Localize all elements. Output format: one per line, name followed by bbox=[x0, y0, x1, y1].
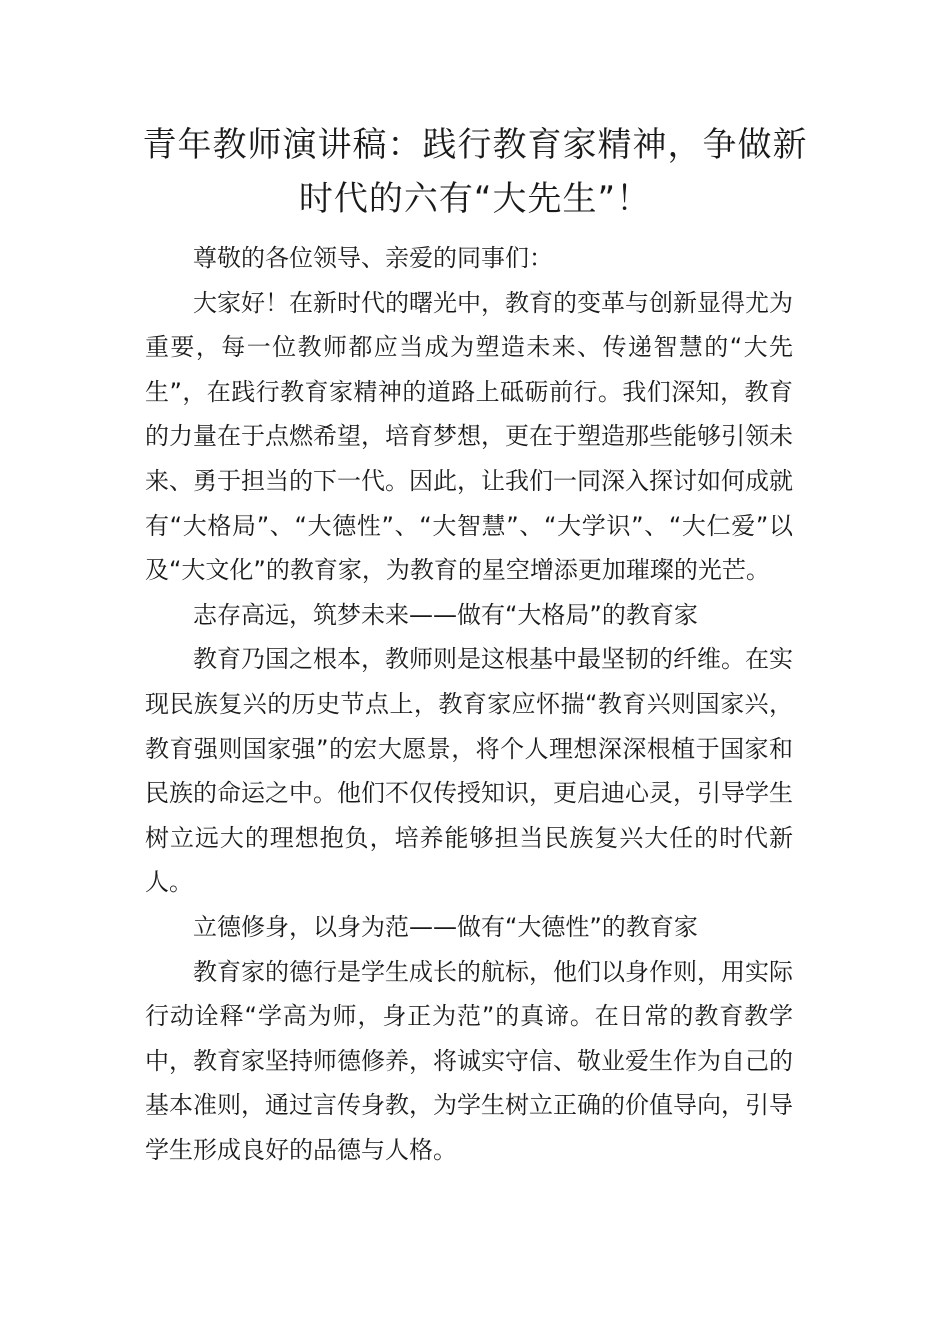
document-body bbox=[145, 236, 793, 1172]
section-heading-2: 立德修身，以身为范——做有“大德性”的教育家 bbox=[193, 912, 698, 941]
document-title: 青年教师演讲稿：践行教育家精神，争做新时代的六有“大先生”！ bbox=[142, 125, 808, 219]
section-body-1: 教育乃国之根本，教师则是这根基中最坚韧的纤维。在实现民族复兴的历史节点上，教育家应怀揣“教育兴则国家兴，教育强则国家强”的宏大愿景，将个人理想深深根植于国家和民族的命运之中。他们不仅传授知识，更启迪心灵，引导学生树立远大的理想抱负，培养能够担当民族复兴大任的时代新人。 bbox=[145, 645, 793, 897]
section-body-2: 教育家的德行是学生成长的航标，他们以身作则，用实际行动诠释“学高为师，身正为范”的真谛。在日常的教育教学中，教育家坚持师德修养，将诚实守信、敬业爱生作为自己的基本准则，通过言传身教，为学生树立正确的价值导向，引导学生形成良好的品德与人格。 bbox=[145, 957, 793, 1164]
section-heading-1: 志存高远，筑梦未来——做有“大格局”的教育家 bbox=[193, 600, 698, 629]
intro-paragraph: 大家好！在新时代的曙光中，教育的变革与创新显得尤为重要，每一位教师都应当成为塑造未来、传递智慧的“大先生”，在践行教育家精神的道路上砥砺前行。我们深知，教育的力量在于点燃希望，培育梦想，更在于塑造那些能够引领未来、勇于担当的下一代。因此，让我们一同深入探讨如何成就有“大格局”、“大德性”、“大智慧”、“大学识”、“大仁爱”以及“大文化”的教育家，为教育的星空增添更加璀璨的光芒。 bbox=[145, 288, 793, 585]
greeting-paragraph: 尊敬的各位领导、亲爱的同事们： bbox=[193, 244, 553, 272]
